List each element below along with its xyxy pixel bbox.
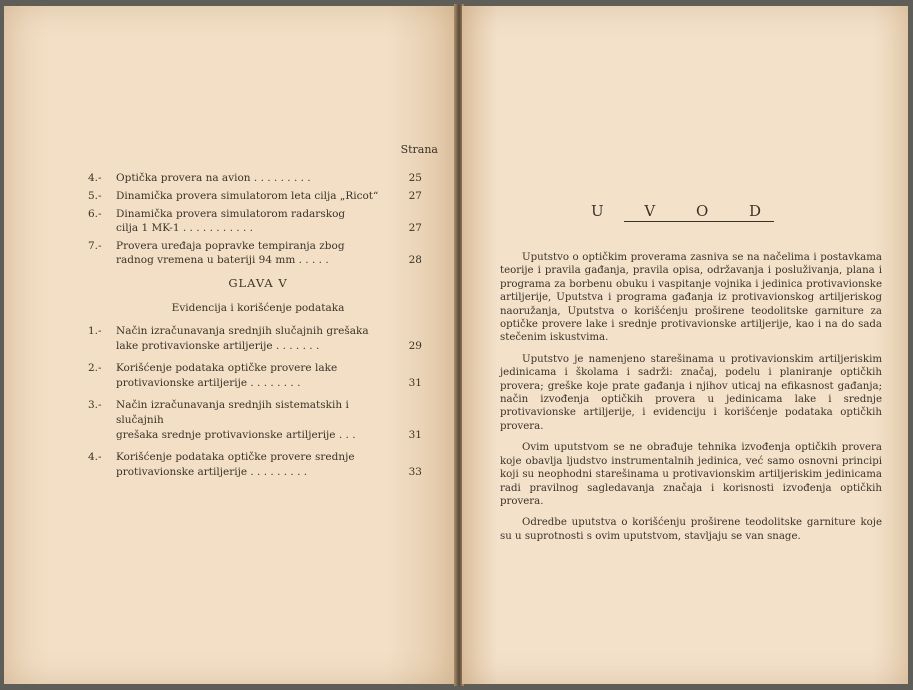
toc-title: [116, 324, 428, 354]
toc-item: [88, 189, 428, 203]
body-text: [500, 251, 882, 551]
right-page: [462, 6, 908, 684]
toc-line: radnog vremena u bateriji 94 mm . . . . .: [116, 254, 329, 266]
paragraph: Uputstvo je namenjeno starešinama u protivavionskim artiljeriskim jedinicama i školama i sadrži: značaj, podelu i planiranje optičkih provera; greške koje prate gađanja i njihov uticaj na efikasnost gađanja; način izvođenja optičkih provera u jedinicama lake i srednje protivavionske artiljerije, i evidenciju i korišćenje podataka optičkih provera.: [500, 353, 882, 432]
chapter-title: GLAVA V: [228, 276, 288, 290]
toc-page-number: 29: [408, 340, 422, 352]
title-underline: [624, 221, 774, 222]
toc-title: [116, 398, 428, 443]
toc-number: 7.-: [88, 240, 102, 252]
toc-number: 4.-: [88, 172, 102, 184]
paragraph: Odredbe uputstva o korišćenju proširene teodolitske garniture koje su u suprotnosti s ovim uputstvom, stavljaju se van snage.: [500, 517, 882, 542]
toc-line: Korišćenje podataka optičke provere srednje: [116, 451, 355, 463]
toc-item: [88, 361, 428, 391]
toc-title: [116, 239, 428, 267]
toc-page-number: 25: [408, 172, 422, 184]
toc-page-number: 28: [408, 254, 422, 266]
toc-line: Dinamička provera simulatorom leta cilja „Ricot“: [116, 190, 379, 202]
toc-title: [116, 361, 428, 391]
toc-line: Dinamička provera simulatorom radarskog: [116, 208, 346, 220]
toc-line: Način izračunavanja srednjih slučajnih grešaka: [116, 325, 369, 337]
toc-title: [116, 207, 428, 235]
toc-line: Način izračunavanja srednjih sistematskih i slučajnih: [116, 399, 349, 426]
toc-page-number: 27: [408, 222, 422, 234]
toc-page-number: 31: [408, 429, 422, 441]
toc-item: [88, 398, 428, 443]
paragraph: Uputstvo o optičkim proverama zasniva se na načelima i postavkama teorije i pravila gađanja, pravila opisa, održavanja i posluživanja, plana i programa za borbenu obuku i vaspitanje vojnika i jedinica protivavionske artiljerije, Uputstva i programa gađanja iz protivavionskog artiljeriskog naoružanja, Uputstva o korišćenju proširene teodolitske garniture za optičke provere lake i srednje protivavionske artiljerije, kao i na do sada stečenim iskustvima.: [500, 252, 882, 344]
toc-line: cilja 1 MK-1 . . . . . . . . . . .: [116, 222, 253, 234]
toc-number: 2.-: [88, 362, 102, 374]
strana-label: Strana: [400, 143, 438, 156]
toc-title: [116, 171, 428, 185]
toc-number: 5.-: [88, 190, 102, 202]
toc-line: Provera uređaja popravke tempiranja zbog: [116, 240, 345, 252]
toc-line: protivavionske artiljerije . . . . . . . .: [116, 377, 301, 389]
toc-number: 4.-: [88, 451, 102, 463]
toc-number: 6.-: [88, 208, 102, 220]
toc-line: Korišćenje podataka optičke provere lake: [116, 362, 338, 374]
toc-line: lake protivavionske artiljerije . . . . . . .: [116, 340, 320, 352]
toc-page-number: 31: [408, 377, 422, 389]
toc-section-b: [88, 324, 428, 487]
toc-item: [88, 450, 428, 480]
toc-page-number: 33: [408, 466, 422, 478]
toc-item: [88, 324, 428, 354]
left-page: [4, 6, 456, 684]
toc-page-number: 27: [408, 190, 422, 202]
toc-item: [88, 207, 428, 235]
toc-line: protivavionske artiljerije . . . . . . . . .: [116, 466, 308, 478]
chapter-subtitle: Evidencija i korišćenje podataka: [171, 302, 345, 314]
toc-line: Optička provera na avion . . . . . . . . .: [116, 172, 311, 184]
toc-number: 3.-: [88, 399, 102, 411]
paragraph: Ovim uputstvom se ne obrađuje tehnika izvođenja optičkih provera koje obavlja ljudstvo instrumentalnih jedinica, već samo osnovni principi koji su neophodni starešinama u protivavionskim artiljeriskim jedinicama radi pravilnog sagledavanja značaja i korisnosti izvođenja optičkih provera.: [500, 442, 882, 507]
toc-number: 1.-: [88, 325, 102, 337]
toc-title: [116, 450, 428, 480]
toc-title: [116, 189, 428, 203]
section-title: U V O D: [590, 202, 780, 220]
toc-section-a: [88, 171, 428, 271]
toc-item: [88, 171, 428, 185]
toc-item: [88, 239, 428, 267]
toc-line: grešaka srednje protivavionske artiljerije . . .: [116, 429, 356, 441]
